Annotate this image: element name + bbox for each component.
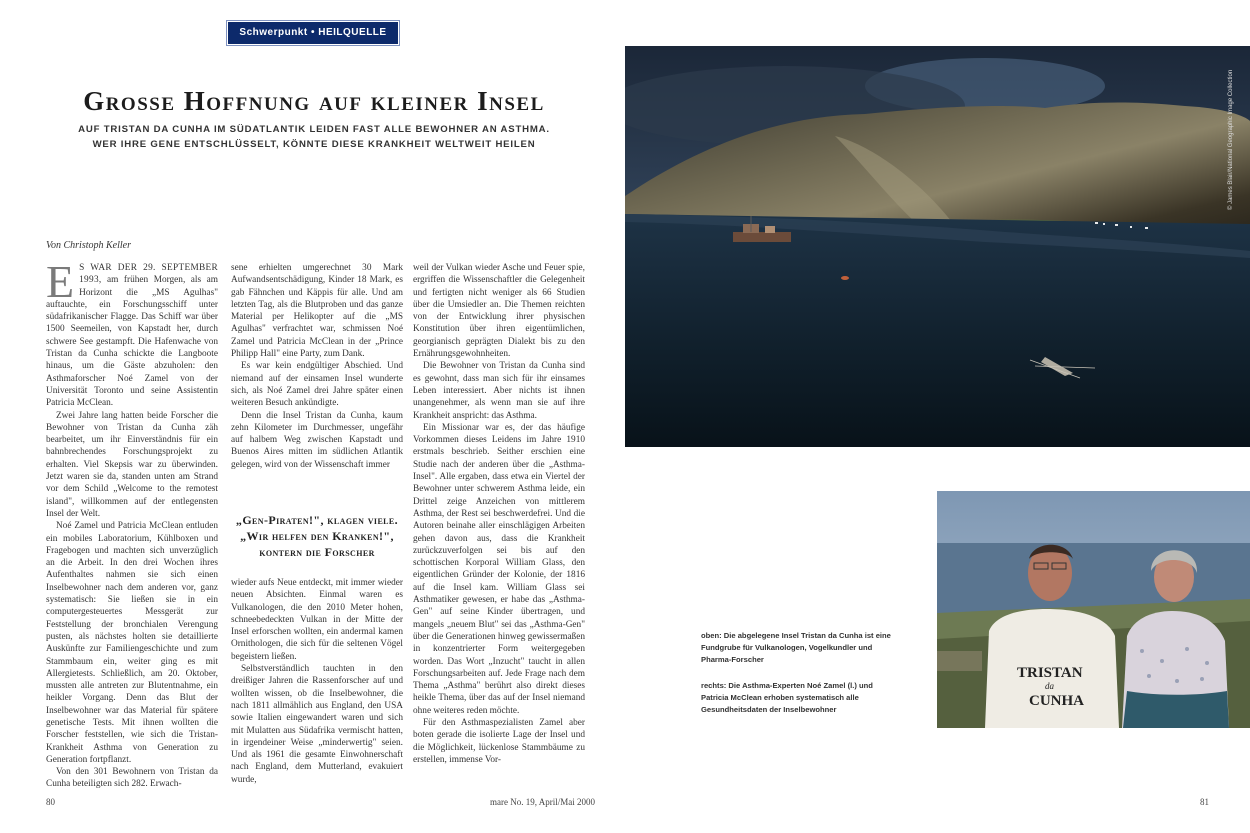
issue-info: mare No. 19, April/Mai 2000 [490, 797, 595, 807]
section-label: Schwerpunkt • HEILQUELLE [228, 22, 398, 44]
paragraph: Noé Zamel und Patricia McClean entluden ein mobiles Laboratorium, Kühlboxen und Fragebogen und machten sich unverzüglich an die Arbeit. In den drei Wochen ihres Aufenthaltes nahmen sie sich einen Inselbewohner nach dem anderen vor, ganz systematisch: Sie ließen sie in ein computergesteuertes Messgerät zur Feststellung der bronchialen Verengung pusten, als nächstes holten sie detaillierte Auskünfte zur Familiengeschichte und zum Stammbaum ein, weiter ging es mit Allergietests. Schließlich, am 20. Oktober, mussten alle antreten zur Blutentnahme, ein heikler Vorgang. Denn das Blut der Inselbewohner war das Material für spätere genetische Tests. Mit ihnen wollten die Forscher feststellen, wie sich die Tristan-Krankheit Asthma von Generation zu Generation fortpflanzt. [46, 521, 218, 765]
paragraph-text: am frühen Morgen, als am Horizont die „MS Agulhas" auftauchte, ein Forschungsschiff unter südafrikanischer Flagge. Das Schiff war über 1500 Seemeilen, von Kapstadt her, durch schwere See gestampft. Die Hafenwache von Tristan da Cunha schickte die Langboote hinaus, um die Gäste abzuholen: den Asthmaforscher Noé Zamel von der Universität Toronto und seine Assistentin Patricia McClean. [46, 275, 218, 409]
pull-quote-line-2: „Wir helfen den Kranken!", [240, 529, 394, 543]
sweater-text-1: TRISTAN [1017, 665, 1083, 681]
deck-line-1: AUF TRISTAN DA CUNHA IM SÜDATLANTIK LEIDEN FAST ALLE BEWOHNER AN ASTHMA. [78, 124, 550, 135]
paragraph: Zwei Jahre lang hatten beide Forscher die Bewohner von Tristan da Cunha zäh bearbeitet, um ihr Einverständnis für ein bahnbrechendes Forschungsprojekt zu erhalten. Viel Skepsis war zu überwinden. Jetzt waren sie da, standen unten am Strand vor dem Schild „Welcome to the remotest island", willkommen auf der entlegensten Insel der Welt. [46, 410, 218, 519]
researchers-portrait-photo [937, 491, 1250, 728]
island-landscape-photo [625, 46, 1250, 447]
page-number-left: 80 [46, 797, 55, 807]
photo-credit: © James Blair/National Geographic Image Collection [1228, 69, 1234, 210]
pull-quote [231, 512, 403, 560]
paragraph: Selbstverständlich tauchten in den dreißiger Jahren die Rassenforscher auf und wollten wissen, ob die Inselbewohner, die nach 1811 allmählich aus England, den USA sowie Italien eingewandert waren und sich mit Mulatten aus Südafrika vermischt hatten, in irgendeiner Weise „minderwertig" seien. Und als 1961 die gesamte Einwohnerschaft nach England, dem Mutterland, evakuiert wurde, [231, 664, 403, 785]
article-column-1 [46, 256, 218, 790]
pull-quote-line-1: „Gen-Piraten!", klagen viele. [235, 513, 399, 527]
photo-caption-top: oben: Die abgelegene Insel Tristan da Cunha ist eine Fundgrube für Vulkanologen, Vogelkundler und Pharma-Forscher [701, 631, 891, 664]
paragraph: sene erhielten umgerechnet 30 Mark Aufwandsentschädigung, Kinder 18 Mark, es gab Fähnchen und Käppis für alle. Und am letzten Tag, als die Blutproben und das ganze Material per Helikopter auf die „MS Agulhas" verfrachtet war, schmissen Noé Zamel und Patricia McClean in der „Prince Philipp Hall" eine Party, zum Dank. [231, 263, 403, 360]
researchers-portrait-illustration [937, 491, 1250, 728]
photo-caption-right: rechts: Die Asthma-Experten Noé Zamel (l.) und Patricia McClean erhoben systematisch alle Gesundheitsdaten der Inselbewohner [701, 681, 873, 714]
paragraph: weil der Vulkan wieder Asche und Feuer spie, ergriffen die Wissenschaftler die Gelegenheit und fertigten nicht weniger als 66 Studien über die Umsiedler an. Die Themen reichten von der Entwicklung ihrer physischen Konstitution über ihren eigentümlichen, georgianisch geprägten Dialekt bis zu den Ernährungsgewohnheiten. [413, 263, 585, 360]
paragraph: Ein Missionar war es, der das häufige Vorkommen dieses Leidens im Jahre 1910 erstmals beschrieb. Seither erschien eine Studie nach der anderen über die „Asthma-Insel". Alle ergaben, dass etwa ein Viertel der Bewohner unter schwerem Asthma leide, ein Drittel zeige Anzeichen von mittlerem Asthma, der Rest sei beschwerdefrei. Und die Autoren beinahe aller einschlägigen Arbeiten gehen davon aus, dass die Krankheit zurückzuverfolgen sei bis auf den schottischen Korporal William Glass, den eigentlichen Gründer der Kolonie, der 1816 auf die Insel kam. William Glass sei Asthmatiker gewesen, er habe das „Asthma-Gen" auf seine Kinder übertragen, und mangels „neuem Blut" sei das „Asthma-Gen" über die Generationen hinweg gewissermaßen in konzentrierter Form weitergegeben worden. Das Wort „Inzucht" taucht in allen Forschungsarbeiten auf. Jede Frage nach dem Thema „Asthma" berührt also direkt dieses heikle Thema, über das auf der Insel niemand ohne weiteres reden möchte. [413, 422, 585, 716]
paragraph [46, 256, 218, 410]
headline: Grosse Hoffnung auf kleiner Insel [83, 86, 545, 116]
paragraph: Denn die Insel Tristan da Cunha, kaum zehn Kilometer im Durchmesser, ungefähr auf halbem Weg zwischen Kapstadt und Buenos Aires mitten im südlichen Atlantik gelegen, wird von der Wissenschaft immer [231, 410, 403, 470]
deck [60, 122, 568, 152]
paragraph: Von den 301 Bewohnern von Tristan da Cunha beteiligten sich 282. Erwach- [46, 767, 218, 790]
article-column-2-top [231, 262, 403, 470]
deck-line-2: WER IHRE GENE ENTSCHLÜSSELT, KÖNNTE DIESE KRANKHEIT WELTWEIT HEILEN [92, 139, 536, 150]
sweater-text-2: da [1045, 681, 1054, 691]
paragraph: Für den Asthmaspezialisten Zamel aber boten gerade die isolierte Lage der Insel und die Möglichkeit, lückenlose Stammbäume zu erstellen, immense Vor- [413, 717, 585, 765]
pull-quote-line-3: kontern die Forscher [259, 545, 375, 559]
island-landscape-illustration [625, 46, 1250, 447]
drop-cap: E [46, 256, 75, 307]
paragraph: wieder aufs Neue entdeckt, mit immer wieder neuen Absichten. Einmal waren es Vulkanologen, die den 2010 Meter hohen, schneebedeckten Vulkan in der Mitte der Insel erforschen wollten, ein andermal kamen Ornithologen, die sich für die seltenen Vögel begeistern ließen. [231, 578, 403, 662]
sweater-text-3: CUNHA [1029, 693, 1084, 709]
paragraph: Es war kein endgültiger Abschied. Und niemand auf der einsamen Insel wunderte sich, als Noé Zamel drei Jahre später einen weiteren Besuch ankündigte. [231, 361, 403, 409]
byline: Von Christoph Keller [46, 240, 132, 251]
page-number-right: 81 [1200, 797, 1209, 807]
article-column-2-bottom [231, 577, 403, 791]
lead-in: S WAR DER 29. SEPTEMBER 1993, [79, 263, 218, 286]
paragraph: Die Bewohner von Tristan da Cunha sind es gewohnt, dass man sich für ihr einsames Leben interessiert. Aber nichts ist ihnen unangenehmer, als wenn man sie auf ihre Krankheit anspricht: das Asthma. [413, 361, 585, 421]
article-column-3 [413, 262, 585, 766]
